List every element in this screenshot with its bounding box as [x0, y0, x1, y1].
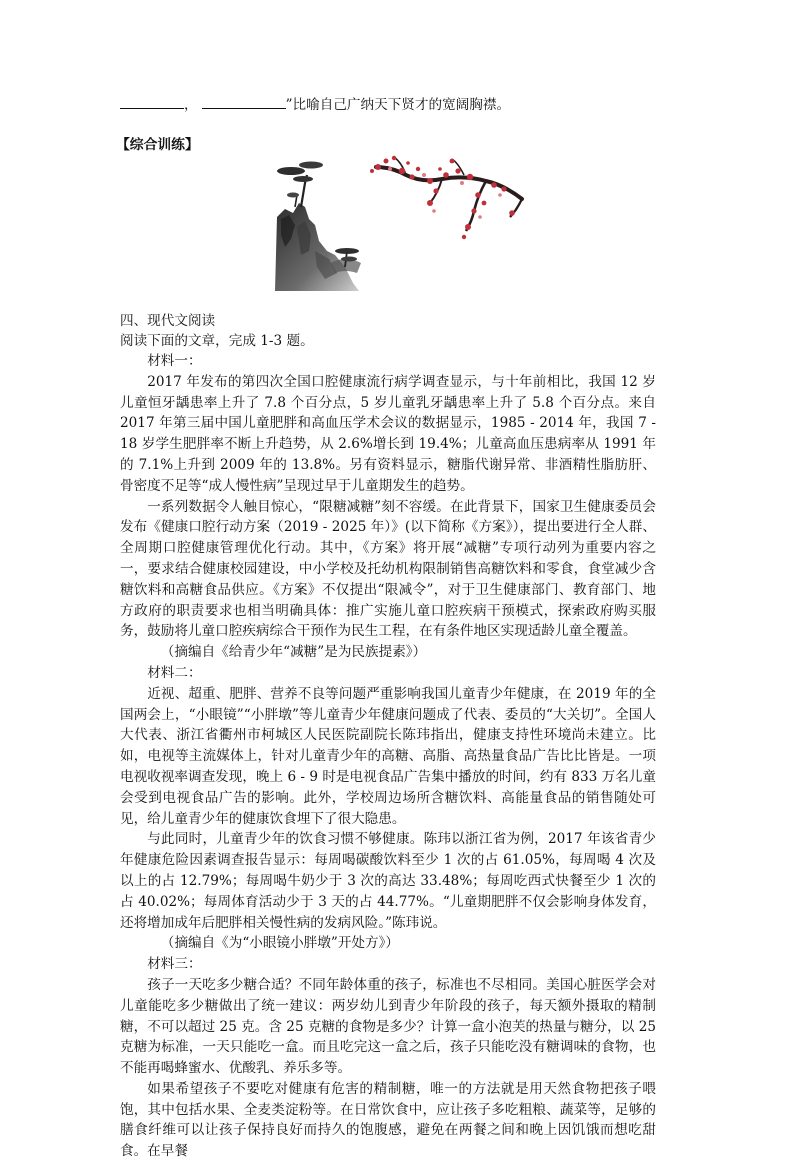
answer-blank-2[interactable] [202, 94, 286, 109]
material-3 [120, 954, 656, 1162]
reading-instruction: 阅读下面的文章，完成 1-3 题。 [120, 333, 314, 349]
material-label: 材料一： [147, 353, 202, 369]
section-title: 【综合训练】 [116, 137, 199, 153]
paragraph: 近视、超重、肥胖、营养不良等问题严重影响我国儿童青少年健康，在 2019 年的全国两会上，“小眼镜”“小胖墩”等儿童青少年健康问题成了代表、委员的“大关切”。全国人大代表、浙江省衢州市柯城区人民医院副院长陈玮指出，健康支持性环境尚未建立。比如，电视等主流媒体上，针对儿童青少年的高糖、高脂、高热量食品广告比比皆是。一项电视收视率调查发现，晚上 6 - 9 时是电视食品广告集中播放的时间，约有 833 万名儿童会受到电视食品广告的影响。此外，学校周边场所含糖饮料、高能量食品的销售随处可见，给儿童青少年的健康饮食埋下了很大隐患。 [120, 685, 656, 827]
blank-separator: ， [184, 97, 198, 113]
document-page [116, 90, 656, 1162]
fill-blank-line [120, 94, 656, 116]
material-label: 材料二： [147, 664, 202, 681]
paragraph: 2017 年发布的第四次全国口腔健康流行病学调查显示，与十年前相比，我国 12 岁儿童恒牙龋患率上升了 7.8 个百分点，5 岁儿童乳牙龋患率上升了 5.8 个百分点。来自 2017 年第三届中国儿童肥胖和高血压学术会议的数据显示，1985 - 2014 年，我国 7 - 18 岁学生肥胖率不断上升趋势，从 2.6%增长到 19.4%；儿童高血压患病率从 1991 年的 7.1%上升到 2009 年的 13.8%。另有资料显示，糖脂代谢异常、非酒精性脂肪肝、骨密度不足等“成人慢性病”呈现过早于儿童期发生的趋势。 [120, 373, 656, 494]
section-heading: 四、现代文阅读 [120, 313, 216, 329]
material-source: （摘编自《给青少年“减糖”是为民族提素》） [160, 644, 427, 661]
paragraph: 如果希望孩子不要吃对健康有危害的精制糖，唯一的方法就是用天然食物把孩子喂饱，其中包括水果、全麦类淀粉等。在日常饮食中，应让孩子多吃粗粮、蔬菜等，足够的膳食纤维可以让孩子保持良好而持久的饱腹感，避免在两餐之间和晚上因饥饿而想吃甜食。在早餐 [120, 1080, 656, 1160]
material-label: 材料三： [147, 956, 202, 973]
paragraph: 一系列数据令人触目惊心，“限糖减糖”刻不容缓。在此背景下，国家卫生健康委员会发布《健康口腔行动方案（2019 - 2025 年）》(以下简称《方案》），提出要进行全人群、全周期口腔健康管理优化行动。其中，《方案》将开展“减糖”专项行动列为重要内容之一，要求结合健康校园建设，中小学校及托幼机构限制销售高糖饮料和零食，食堂减少含糖饮料和高糖食品供应。《方案》不仅提出“限减令”，对于卫生健康部门、教育部门、地方政府的职责要求也相当明确具体：推广实施儿童口腔疾病干预模式，探索政府购买服务，鼓励将儿童口腔疾病综合干预作为民生工程，在有条件地区实现适龄儿童全覆盖。 [120, 498, 656, 640]
fill-blank-text: ”比喻自己广纳天下贤才的宽阔胸襟。 [285, 97, 511, 113]
material-1 [120, 351, 656, 663]
plum-blossom-image [346, 155, 526, 247]
material-2 [120, 663, 656, 954]
ink-painting [120, 155, 656, 311]
paragraph: 与此同时，儿童青少年的饮食习惯不够健康。陈玮以浙江省为例，2017 年该省青少年健康危险因素调查报告显示：每周喝碳酸饮料至少 1 次的占 61.05%，每周喝 4 次及以上的占 12.79%；每周喝牛奶少于 3 次的高达 33.48%；每周吃西式快餐至少 1 次的占 40.02%；每周体育活动少于 3 天的占 44.77%。“儿童期肥胖不仅会影响身体发育，还将增加成年后肥胖相关慢性病的发病风险。”陈玮说。 [120, 831, 656, 931]
answer-blank-1[interactable] [120, 94, 184, 109]
material-source: （摘编自《为“小眼镜小胖墩”开处方》） [160, 935, 399, 952]
paragraph: 孩子一天吃多少糖合适？不同年龄体重的孩子，标准也不尽相同。美国心脏医学会对儿童能吃多少糖做出了统一建议：两岁幼儿到青少年阶段的孩子，每天额外摄取的精制糖，不可以超过 25 克。含 25 克糖的食物是多少？计算一盒小泡芙的热量与糖分，以 25 克糖为标准，一天只能吃一盒。而且吃完这一盒之后，孩子只能吃没有糖调味的食物，也不能再喝蜂蜜水、优酸乳、养乐多等。 [120, 976, 656, 1077]
